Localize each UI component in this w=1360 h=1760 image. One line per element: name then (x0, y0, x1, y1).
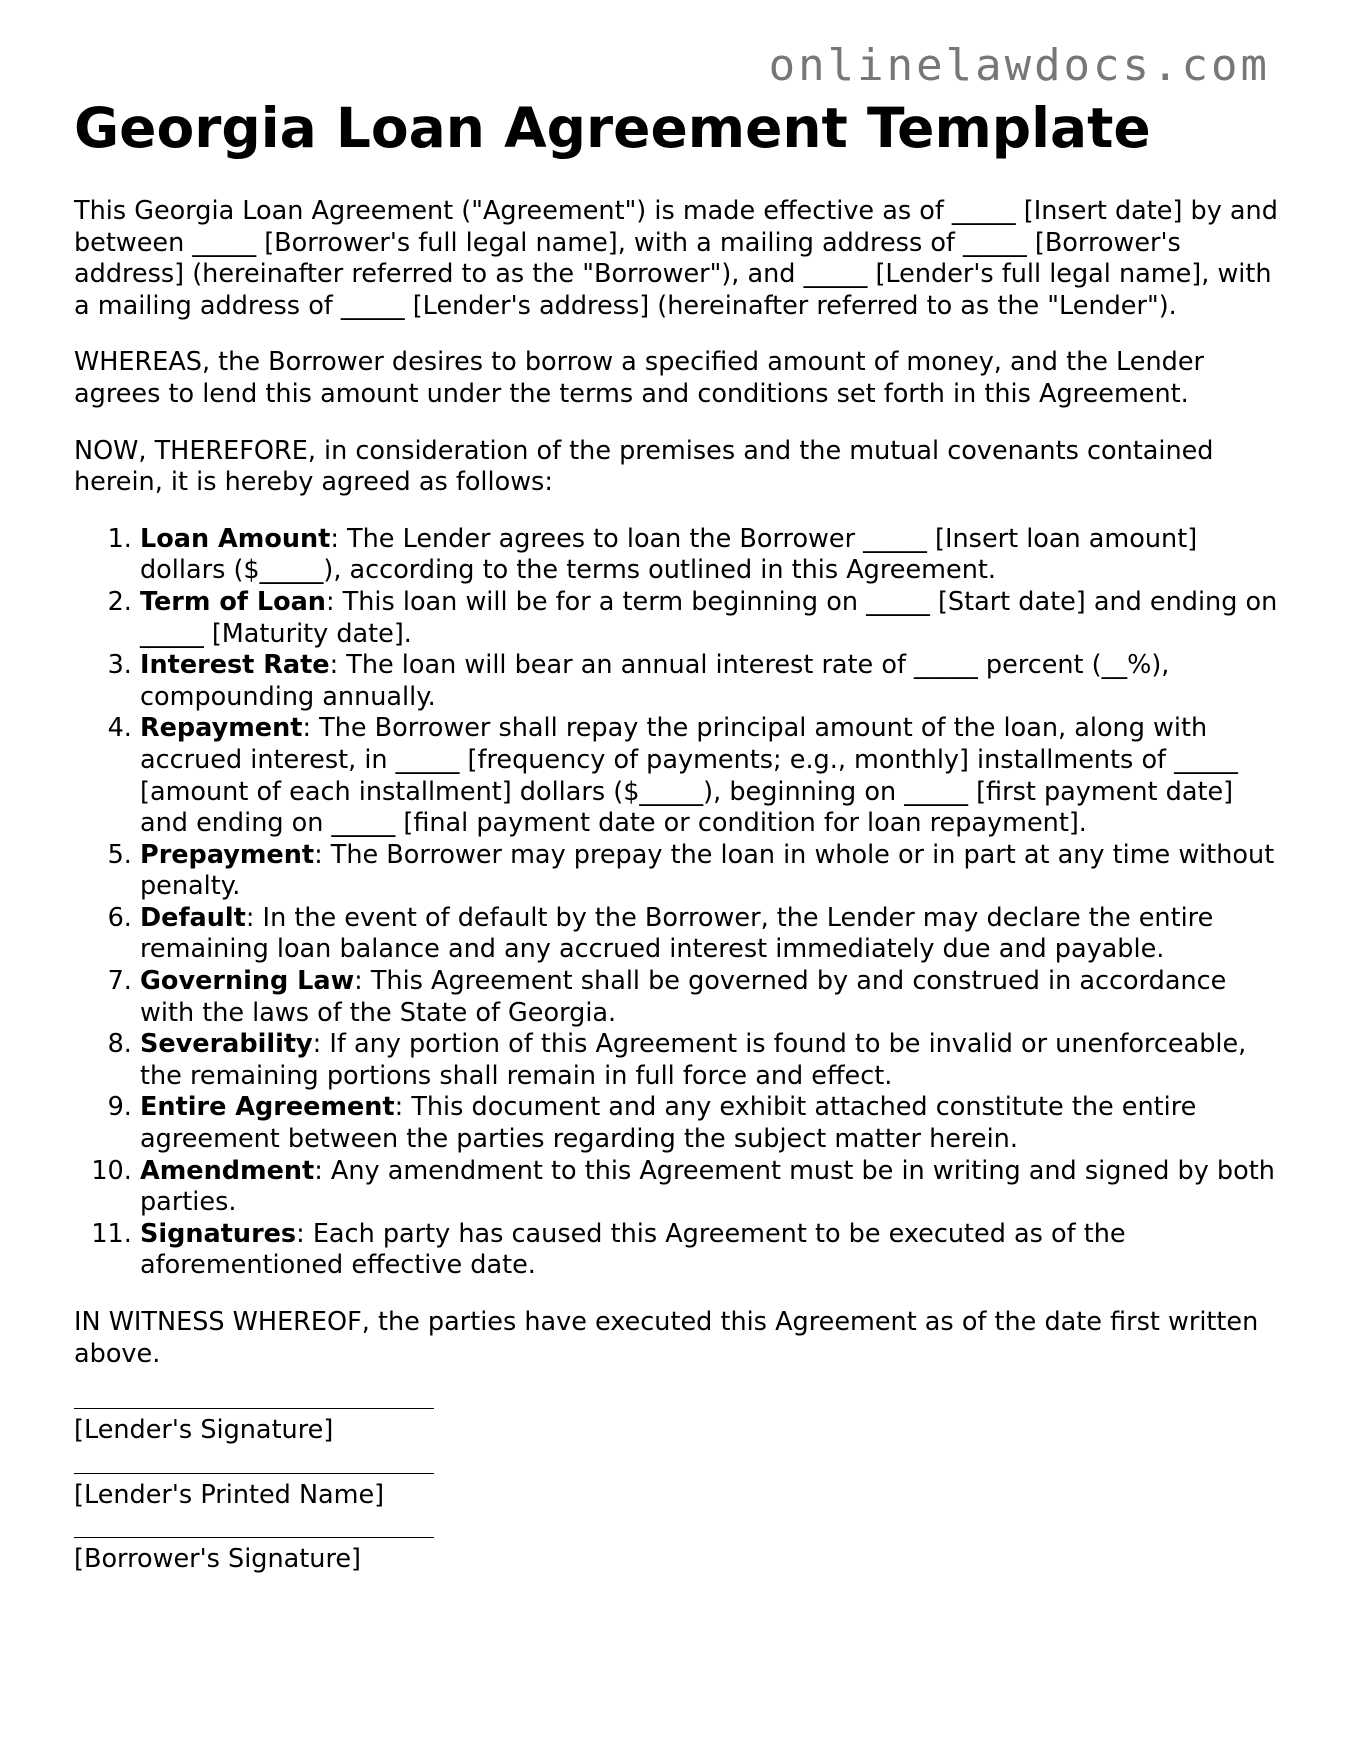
term-heading: Entire Agreement (140, 1092, 395, 1123)
whereas-paragraph: WHEREAS, the Borrower desires to borrow a specified amount of money, and the Lender agrees to lend this amount under the terms and conditions set forth in this Agreement. (74, 347, 1204, 409)
signature-line (74, 1537, 434, 1538)
borrower-signature-block (74, 1537, 1284, 1576)
term-prepayment (140, 840, 1284, 903)
term-severability (140, 1029, 1284, 1092)
term-heading: Default (140, 902, 246, 933)
term-text: : The Borrower shall repay the principal amount of the loan, along with accrued interest, in _____ [frequency of payments; e.g., monthly] installments of _____ [amount of each installment] dollars ($_____), beginning on _____ [first payment date] and ending on _____ [final payment date or condition for loan repayment]. (140, 713, 1238, 839)
term-heading: Governing Law (140, 966, 355, 997)
site-watermark: onlinelawdocs.com (768, 40, 1270, 91)
term-governing-law (140, 966, 1284, 1029)
intro-paragraph: This Georgia Loan Agreement ("Agreement") is made effective as of _____ [Insert date] by and between _____ [Borrower's full legal name], with a mailing address of _____ [Borrower's address] (hereinafter referred to as the "Borrower"), and _____ [Lender's full legal name], with a mailing address of _____ [Lender's address] (hereinafter referred to as the "Lender"). (74, 196, 1278, 321)
borrower-signature-label: [Borrower's Signature] (74, 1544, 361, 1575)
term-heading: Interest Rate (140, 650, 330, 681)
signature-line (74, 1408, 434, 1409)
term-text: : This document and any exhibit attached constitute the entire agreement between the parties regarding the subject matter herein. (140, 1092, 1197, 1155)
document-page (74, 96, 1284, 1602)
now-therefore-paragraph: NOW, THEREFORE, in consideration of the premises and the mutual covenants contained herein, it is hereby agreed as follows: (74, 435, 1214, 498)
term-heading: Amendment (140, 1155, 315, 1186)
term-heading: Prepayment (140, 839, 315, 870)
term-entire-agreement (140, 1092, 1284, 1155)
term-text: : In the event of default by the Borrower, the Lender may declare the entire remaining loan balance and any accrued interest immediately due and payable. (140, 902, 1214, 965)
term-amendment (140, 1156, 1284, 1219)
term-text: : The loan will bear an annual interest rate of _____ percent (__%), compounding annually. (140, 650, 1170, 712)
term-heading: Repayment (140, 713, 303, 744)
term-text: : This loan will be for a term beginning on _____ [Start date] and ending on _____ [Maturity date]. (140, 586, 1278, 649)
term-heading: Severability (140, 1029, 313, 1060)
terms-list (74, 524, 1284, 1282)
term-heading: Loan Amount (140, 523, 331, 554)
signature-line (74, 1473, 434, 1474)
term-text: : This Agreement shall be governed by and construed in accordance with the laws of the State of Georgia. (140, 966, 1227, 1028)
term-interest-rate (140, 650, 1284, 713)
term-repayment (140, 713, 1284, 839)
term-text: : If any portion of this Agreement is found to be invalid or unenforceable, the remaining portions shall remain in full force and effect. (140, 1029, 1247, 1091)
term-text: : The Borrower may prepay the loan in whole or in part at any time without penalty. (140, 839, 1275, 902)
term-loan-amount (140, 524, 1284, 587)
term-signatures (140, 1219, 1284, 1282)
term-heading: Term of Loan (140, 586, 326, 617)
lender-printed-name-block (74, 1473, 1284, 1512)
term-heading: Signatures (140, 1218, 297, 1249)
lender-printed-name-label: [Lender's Printed Name] (74, 1479, 385, 1510)
term-text: : Each party has caused this Agreement to be executed as of the aforementioned effective date. (140, 1218, 1126, 1281)
witness-paragraph: IN WITNESS WHEREOF, the parties have executed this Agreement as of the date first written above. (74, 1307, 1259, 1369)
lender-signature-block (74, 1408, 1284, 1447)
term-default (140, 903, 1284, 966)
document-title: Georgia Loan Agreement Template (74, 96, 1151, 160)
lender-signature-label: [Lender's Signature] (74, 1415, 334, 1446)
term-text: : The Lender agrees to loan the Borrower _____ [Insert loan amount] dollars ($_____), according to the terms outlined in this Agreement. (140, 523, 1198, 586)
term-text: : Any amendment to this Agreement must be in writing and signed by both parties. (140, 1155, 1275, 1218)
term-term-of-loan (140, 587, 1284, 650)
